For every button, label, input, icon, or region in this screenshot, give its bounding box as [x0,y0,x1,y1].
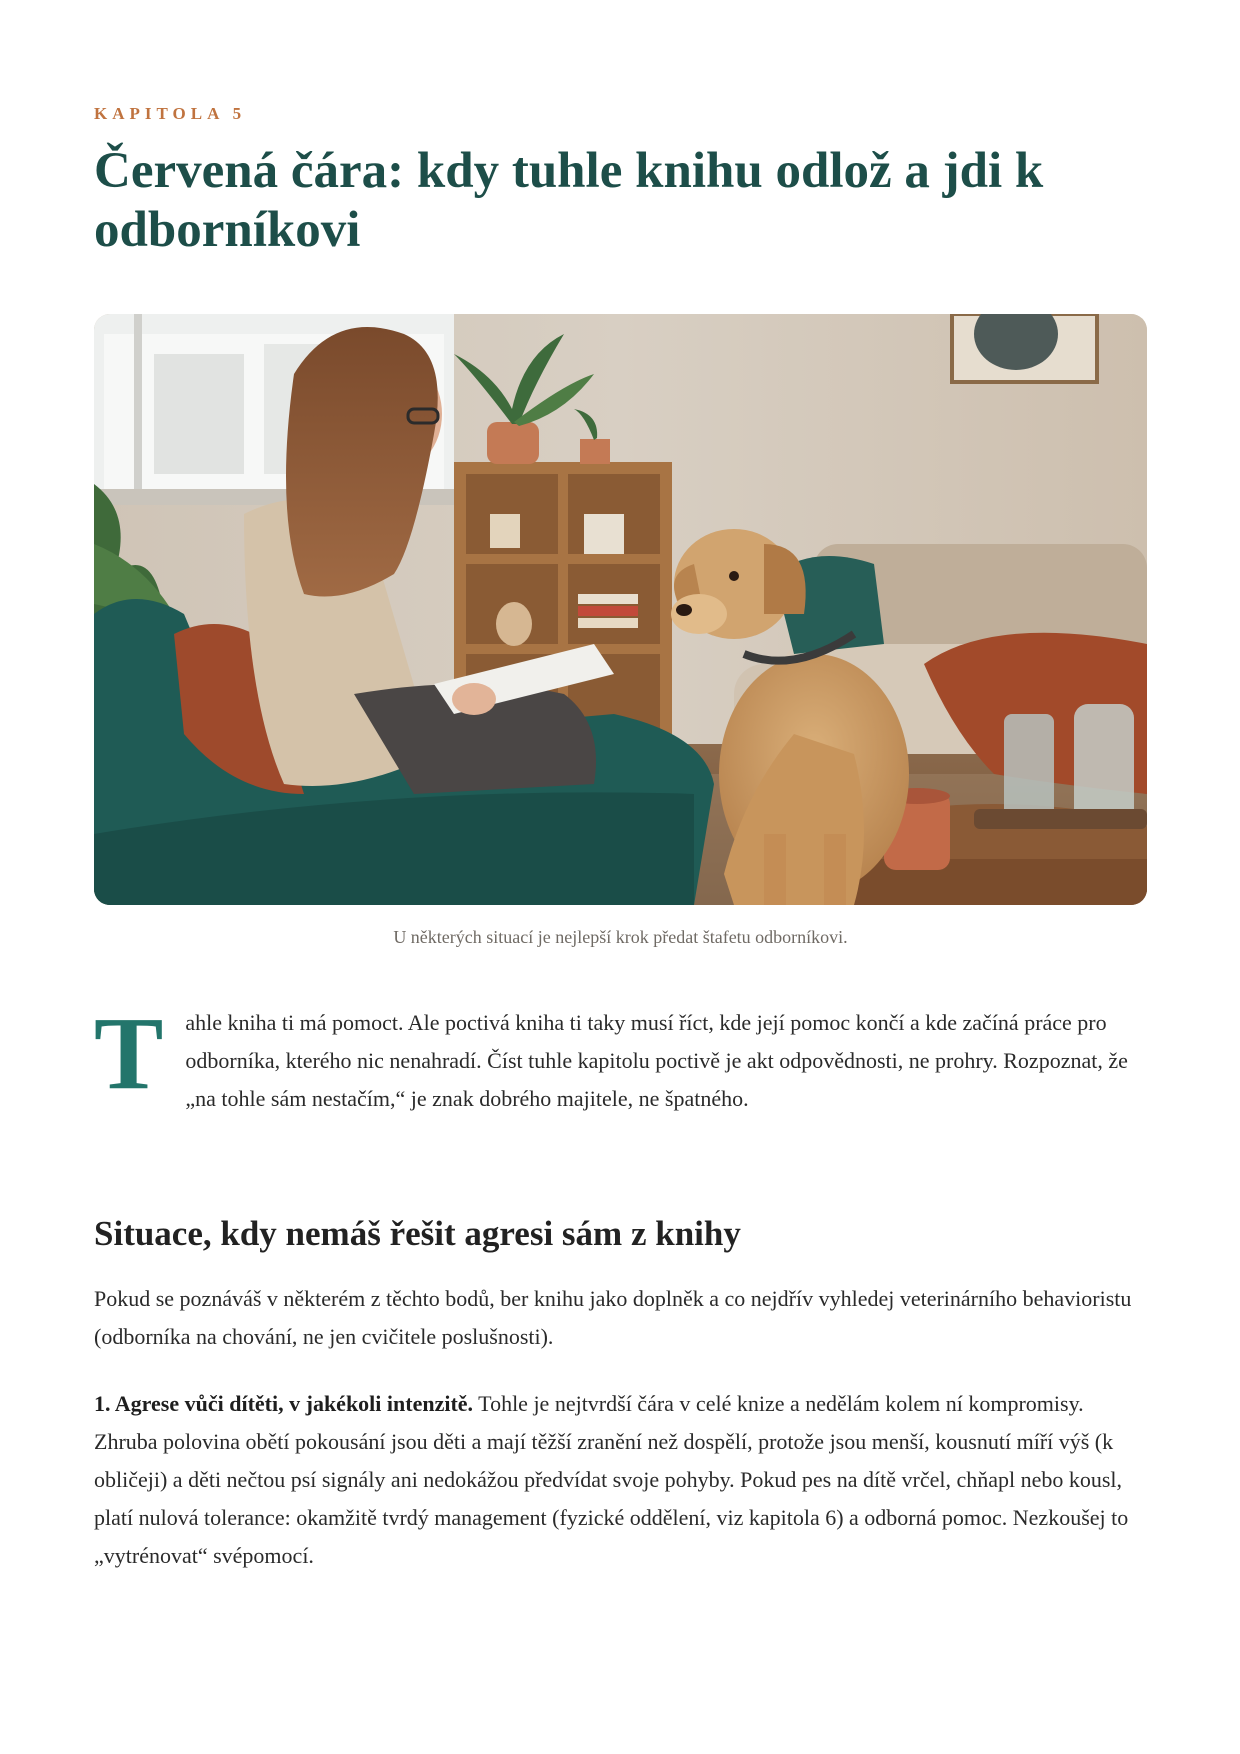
intro-paragraph [94,996,1147,1118]
section-heading: Situace, kdy nemáš řešit agresi sám z knihy [94,1214,741,1253]
chapter-kicker: KAPITOLA 5 [94,104,247,123]
drop-cap: T [94,996,164,1111]
consultation-illustration-image [94,314,1147,905]
figure-caption: U některých situací je nejlepší krok předat štafetu odborníkovi. [393,927,848,947]
list-item-text: Tohle je nejtvrdší čára v celé knize a nedělám kolem ní kompromisy. Zhruba polovina obětí pokousání jsou děti a mají těžší zranění než dospělí, protože jsou menší, kousnutí míří výš (k obličeji) a děti nečtou psí signály ani nedokážou předvídat svoje pohyby. Pokud pes na dítě vrčel, chňapl nebo kousl, platí nulová tolerance: okamžitě tvrdý management (fyzické oddělení, viz kapitola 6) a odborná pomoc. Nezkoušej to „vytrénovat“ svépomocí. [94,1391,1129,1568]
list-item [94,1385,1147,1575]
chapter-title: Červená čára: kdy tuhle knihu odlož a jdi k odborníkovi [94,143,1044,258]
intro-text: ahle kniha ti má pomoct. Ale poctivá kniha ti taky musí říct, kde její pomoc končí a kde začíná práce pro odborníka, kterého nic nenahradí. Číst tuhle kapitolu poctivě je akt odpovědnosti, ne prohry. Rozpoznat, že „na tohle sám nestačím,“ je znak dobrého majitele, ne špatného. [185,1010,1128,1111]
section-paragraph: Pokud se poznáváš v některém z těchto bodů, ber knihu jako doplněk a co nejdřív vyhledej veterinárního behavioristu (odborníka na chování, ne jen cvičitele poslušnosti). [94,1286,1132,1349]
chapter-illustration [94,314,1147,905]
list-item-lead: 1. Agrese vůči dítěti, v jakékoli intenzitě. [94,1391,474,1416]
